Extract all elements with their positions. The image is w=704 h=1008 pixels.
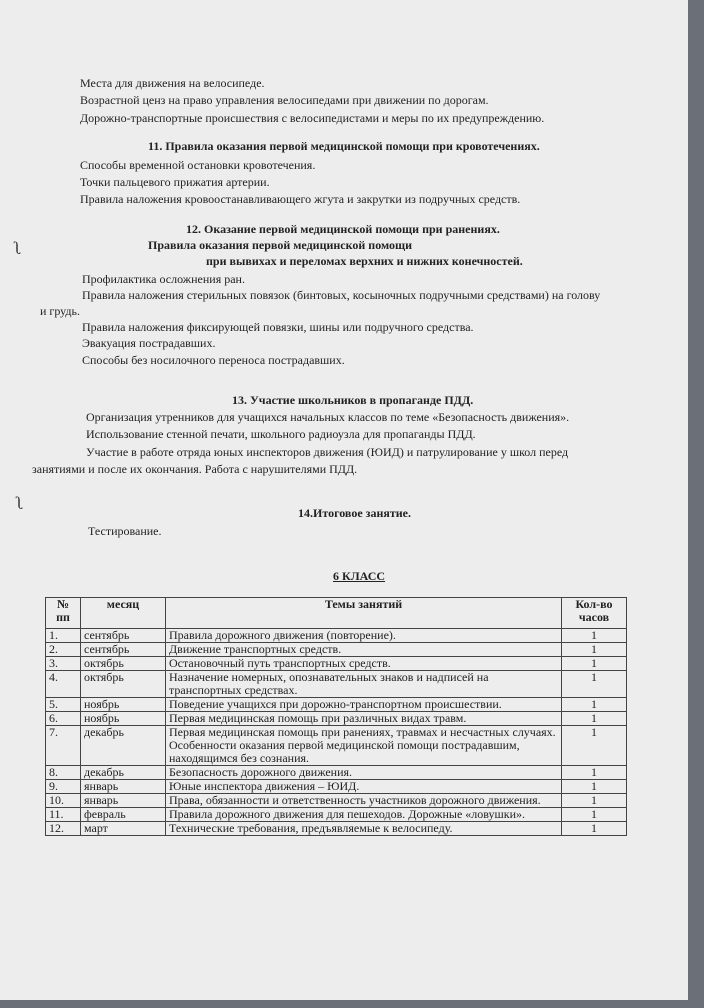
paragraph: Возрастной ценз на право управления велосипедами при движении по дорогам. (80, 93, 489, 107)
paragraph: Эвакуация пострадавших. (82, 336, 216, 350)
paragraph: Способы временной остановки кровотечения. (80, 158, 316, 172)
header-month: месяц (81, 598, 166, 629)
table-header-row (46, 598, 627, 629)
table-row: 5. ноябрь Поведение учащихся при дорожно-транспортном происшествии. 1 (46, 698, 627, 712)
table-row: 4. октябрь Назначение номерных, опознавательных знаков и надписей на транспортных средствах. 1 (46, 671, 627, 698)
section-heading-14: 14.Итоговое занятие. (298, 506, 412, 520)
header-topic: Темы занятий (166, 598, 562, 629)
table-row: 10. январь Права, обязанности и ответственность участников дорожного движения. 1 (46, 794, 627, 808)
paragraph: занятиями и после их окончания. Работа с нарушителями ПДД. (32, 462, 358, 476)
table-row: 12. март Технические требования, предъявляемые к велосипеду. 1 (46, 822, 627, 836)
paragraph: Правила наложения фиксирующей повязки, шины или подручного средства. (82, 320, 474, 334)
header-num: № пп (46, 598, 81, 629)
paragraph: Способы без носилочного переноса пострадавших. (82, 353, 345, 367)
section-heading-11: 11. Правила оказания первой медицинской помощи при кровотечениях. (148, 139, 540, 153)
paragraph: и грудь. (40, 304, 81, 318)
schedule-table (45, 597, 627, 836)
section-heading-12-line3: при вывихах и переломах верхних и нижних конечностей. (206, 254, 523, 268)
pen-mark-icon: ʅ (14, 238, 22, 258)
paragraph: Правила наложения кровоостанавливающего жгута и закрутки из подручных средств. (80, 192, 521, 206)
paragraph: Участие в работе отряда юных инспекторов движения (ЮИД) и патрулирование у школ перед (86, 445, 569, 459)
table-row: 3. октябрь Остановочный путь транспортных средств. 1 (46, 657, 627, 671)
header-hours: Кол-во часов (562, 598, 627, 629)
paragraph: Правила наложения стерильных повязок (бинтовых, косыночных подручными средствами) на голову (82, 288, 601, 302)
table-row: 6. ноябрь Первая медицинская помощь при различных видах травм. 1 (46, 712, 627, 726)
table-row: 8. декабрь Безопасность дорожного движения. 1 (46, 766, 627, 780)
table-row: 7. декабрь Первая медицинская помощь при ранениях, травмах и несчастных случаях. Особенности оказания первой медицинской помощи пострадавшим, находящимся без сознания. 1 (46, 726, 627, 766)
paragraph: Использование стенной печати, школьного радиоузла для пропаганды ПДД. (86, 427, 476, 441)
section-heading-13: 13. Участие школьников в пропаганде ПДД. (232, 393, 474, 407)
section-heading-12-line2: Правила оказания первой медицинской помощи (148, 238, 413, 252)
table-row: 1. сентябрь Правила дорожного движения (повторение). 1 (46, 629, 627, 643)
table-row: 9. январь Юные инспектора движения – ЮИД. 1 (46, 780, 627, 794)
paragraph: Организация утренников для учащихся начальных классов по теме «Безопасность движения». (86, 410, 570, 424)
table-row: 2. сентябрь Движение транспортных средств. 1 (46, 643, 627, 657)
pen-mark-icon: ʅ (16, 493, 24, 513)
paragraph: Тестирование. (88, 524, 162, 538)
paragraph: Профилактика осложнения ран. (82, 272, 245, 286)
paragraph: Дорожно-транспортные происшествия с велосипедистами и меры по их предупреждению. (80, 111, 545, 125)
paragraph: Точки пальцевого прижатия артерии. (80, 175, 270, 189)
table-row: 11. февраль Правила дорожного движения для пешеходов. Дорожные «ловушки». 1 (46, 808, 627, 822)
grade-title: 6 КЛАСС (333, 569, 386, 583)
section-heading-12: 12. Оказание первой медицинской помощи при ранениях. (186, 222, 500, 236)
paragraph: Места для движения на велосипеде. (80, 76, 265, 90)
